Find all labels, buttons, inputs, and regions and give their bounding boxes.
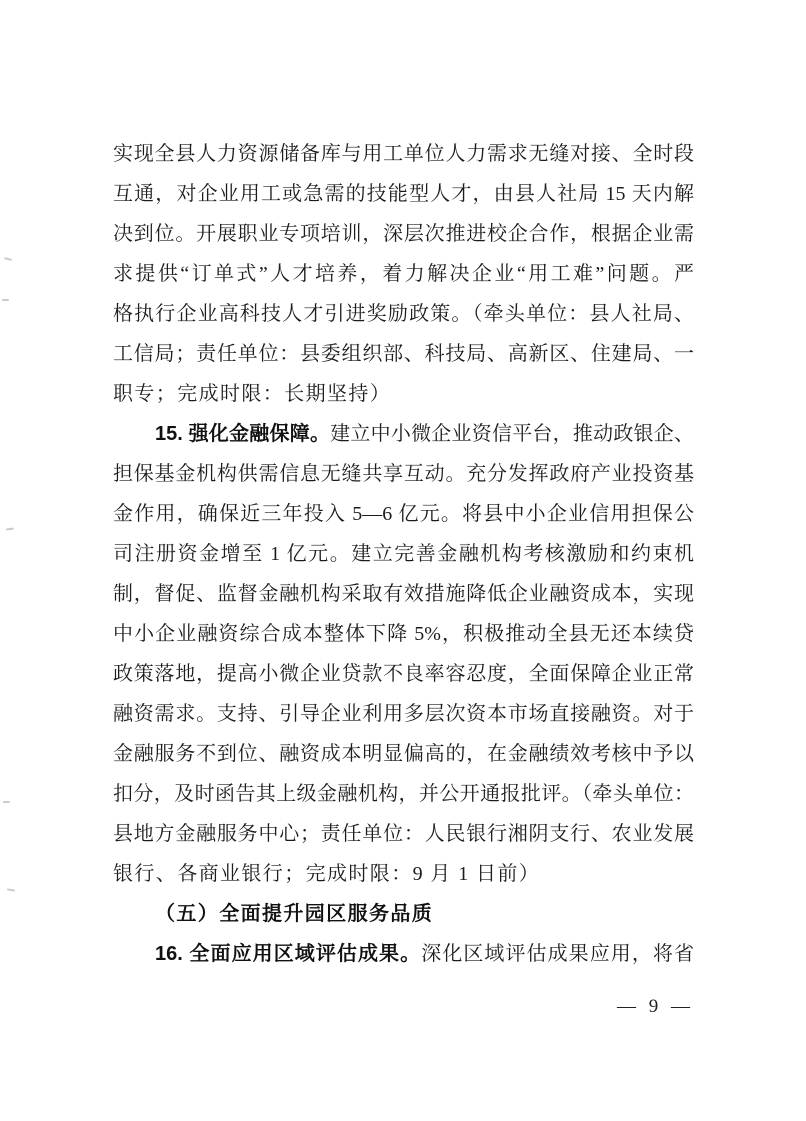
scan-artifact <box>7 888 15 891</box>
text-run: 担保基金机构供需信息无缝共享互动。充分发挥政府产业投资基 <box>113 463 694 485</box>
text-run: 求提供“订单式”人才培养，着力解决企业“用工难”问题。严 <box>113 263 694 285</box>
text-line <box>113 574 694 614</box>
text-run: 金融服务不到位、融资成本明显偏高的，在金融绩效考核中予以 <box>113 743 694 765</box>
text-line <box>113 134 694 174</box>
text-run: 建立中小微企业资信平台，推动政银企、 <box>330 423 694 445</box>
text-line <box>113 494 694 534</box>
text-line <box>113 774 694 814</box>
text-run: 决到位。开展职业专项培训，深层次推进校企合作，根据企业需 <box>113 223 694 245</box>
item-15-heading: 15. 强化金融保障。 <box>155 423 331 445</box>
text-run: 政策落地，提高小微企业贷款不良率容忍度，全面保障企业正常 <box>113 663 694 685</box>
text-run: 融资需求。支持、引导企业利用多层次资本市场直接融资。对于 <box>113 703 694 725</box>
scan-artifact <box>3 801 10 803</box>
text-run: 县地方金融服务中心；责任单位：人民银行湘阴支行、农业发展 <box>113 823 694 845</box>
text-line <box>113 414 694 454</box>
text-run: 实现全县人力资源储备库与用工单位人力需求无缝对接、全时段 <box>113 143 694 165</box>
text-line <box>113 374 694 414</box>
text-run: 制，督促、监督金融机构采取有效措施降低企业融资成本，实现 <box>113 583 694 605</box>
scan-artifact <box>4 257 12 261</box>
document-body <box>113 134 694 974</box>
text-line <box>113 534 694 574</box>
text-run: 银行、各商业银行；完成时限：9 月 1 日前） <box>113 863 541 885</box>
text-line <box>113 734 694 774</box>
text-run: 扣分，及时函告其上级金融机构，并公开通报批评。（牵头单位： <box>113 783 694 805</box>
text-line <box>113 454 694 494</box>
text-line <box>113 854 694 894</box>
text-run: 职专；完成时限：长期坚持） <box>113 383 392 405</box>
text-run: 深化区域评估成果应用，将省 <box>421 943 694 965</box>
text-line <box>113 294 694 334</box>
text-line <box>113 254 694 294</box>
section-heading <box>113 894 694 934</box>
text-run: 互通，对企业用工或急需的技能型人才，由县人社局 15 天内解 <box>113 183 694 205</box>
scan-artifact <box>6 527 14 530</box>
text-line <box>113 934 694 974</box>
text-line <box>113 654 694 694</box>
text-run: 金作用，确保近三年投入 5—6 亿元。将县中小企业信用担保公 <box>113 503 694 525</box>
section-heading-text: （五）全面提升园区服务品质 <box>155 903 434 925</box>
text-line <box>113 694 694 734</box>
item-16-heading: 16. 全面应用区域评估成果。 <box>155 943 422 965</box>
text-line <box>113 174 694 214</box>
text-line <box>113 334 694 374</box>
text-run: 格执行企业高科技人才引进奖励政策。（牵头单位：县人社局、 <box>113 303 694 325</box>
text-run: 工信局；责任单位：县委组织部、科技局、高新区、住建局、一 <box>113 343 694 365</box>
scan-artifact <box>2 299 9 301</box>
text-line <box>113 214 694 254</box>
text-line <box>113 614 694 654</box>
text-run: 司注册资金增至 1 亿元。建立完善金融机构考核激励和约束机 <box>113 543 694 565</box>
page-number: — 9 — <box>617 996 694 1017</box>
text-run: 中小企业融资综合成本整体下降 5%，积极推动全县无还本续贷 <box>113 623 694 645</box>
text-line <box>113 814 694 854</box>
